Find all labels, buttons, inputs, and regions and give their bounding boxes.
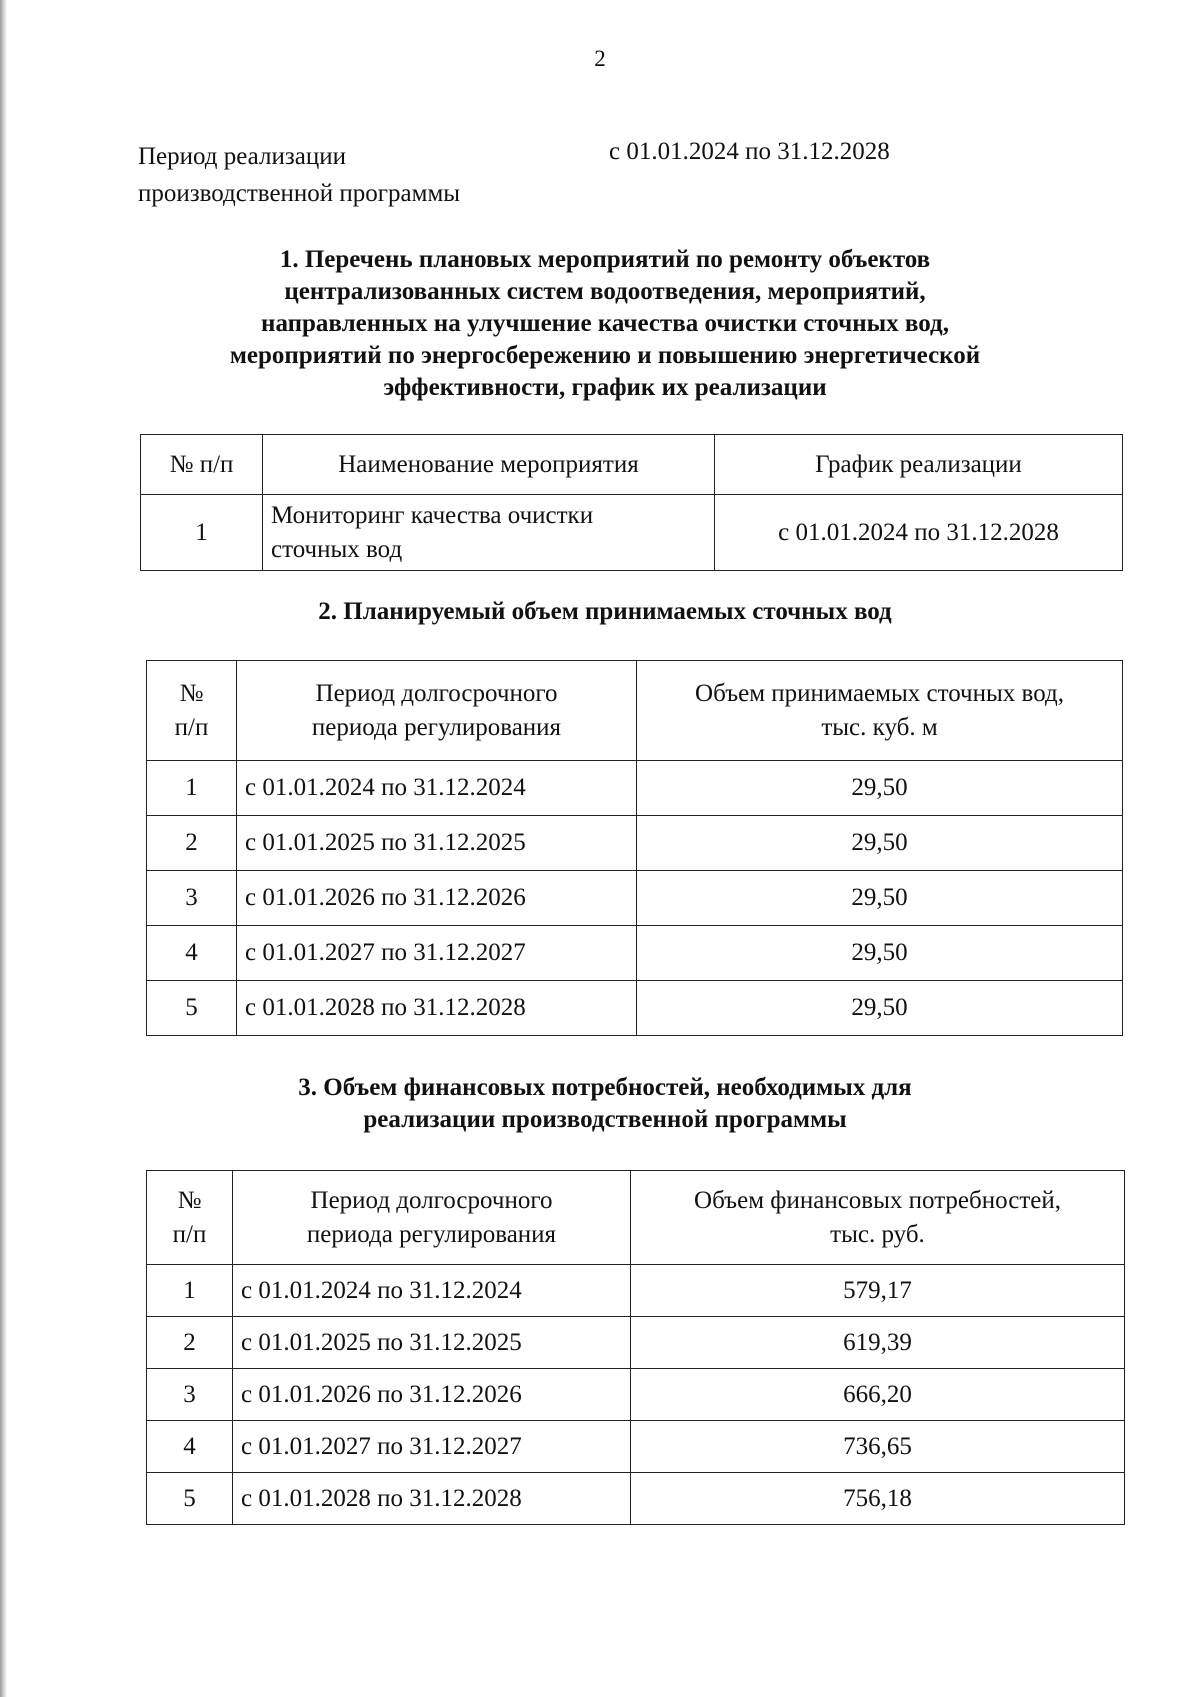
program-period-label-line2: производственной программы: [138, 180, 461, 207]
row-financial-needs: 619,39: [631, 1317, 1125, 1369]
row-volume: 29,50: [637, 816, 1123, 871]
scan-edge: [0, 0, 7, 1697]
table-row: [141, 495, 1123, 571]
header-period: [233, 1171, 631, 1265]
row-volume: 29,50: [637, 871, 1123, 926]
header-period-line1: Период долгосрочного: [315, 679, 558, 707]
table-row: [147, 1369, 1125, 1421]
program-period-value: с 01.01.2024 по 31.12.2028: [609, 138, 890, 165]
header-num: [147, 661, 237, 761]
row-period: с 01.01.2025 по 31.12.2025: [233, 1317, 631, 1369]
section1-title-line: мероприятий по энергосбережению и повышению энергетической: [229, 342, 981, 369]
row-num: 1: [147, 761, 237, 816]
section3-title: [150, 1072, 1060, 1136]
table-row: [147, 1473, 1125, 1525]
table-row: [147, 761, 1123, 816]
row-volume: 29,50: [637, 926, 1123, 981]
row-num: 4: [147, 1421, 233, 1473]
header-volume: [637, 661, 1123, 761]
row-schedule: с 01.01.2024 по 31.12.2028: [715, 495, 1123, 571]
header-financial-needs: [631, 1171, 1125, 1265]
header-period-line2: периода регулирования: [306, 1220, 557, 1248]
activity-name-line1: Мониторинг качества очистки: [271, 501, 594, 529]
table-header-row: [147, 661, 1123, 761]
header-num-line1: №: [177, 1186, 202, 1214]
page-number: 2: [594, 46, 606, 71]
section1-table: [140, 434, 1123, 571]
table-row: [147, 1421, 1125, 1473]
row-period: с 01.01.2027 по 31.12.2027: [237, 926, 637, 981]
table-header-row: [141, 435, 1123, 495]
row-num: 1: [141, 495, 263, 571]
section1-title-line: эффективности, график их реализации: [383, 374, 827, 401]
header-period: [237, 661, 637, 761]
header-financial-needs-line2: тыс. руб.: [830, 1220, 925, 1248]
row-period: с 01.01.2028 по 31.12.2028: [233, 1473, 631, 1525]
row-financial-needs: 579,17: [631, 1265, 1125, 1317]
section1-title-line: 1. Перечень плановых мероприятий по ремонту объектов: [279, 246, 931, 273]
header-num-line1: №: [179, 679, 204, 707]
row-financial-needs: 666,20: [631, 1369, 1125, 1421]
header-activity-name: Наименование мероприятия: [263, 435, 715, 495]
header-schedule: График реализации: [715, 435, 1123, 495]
header-financial-needs-line1: Объем финансовых потребностей,: [694, 1186, 1061, 1214]
row-num: 3: [147, 871, 237, 926]
row-period: с 01.01.2027 по 31.12.2027: [233, 1421, 631, 1473]
program-period-label-line1: Период реализации: [138, 143, 346, 170]
table-row: [147, 926, 1123, 981]
table-row: [147, 1265, 1125, 1317]
row-period: с 01.01.2028 по 31.12.2028: [237, 981, 637, 1036]
row-activity-name: [263, 495, 715, 571]
header-num-line2: п/п: [172, 1220, 207, 1248]
section1-title-line: централизованных систем водоотведения, мероприятий,: [284, 278, 926, 305]
row-period: с 01.01.2025 по 31.12.2025: [237, 816, 637, 871]
row-num: 3: [147, 1369, 233, 1421]
program-period-label: [138, 138, 460, 212]
header-volume-line1: Объем принимаемых сточных вод,: [695, 679, 1064, 707]
header-period-line1: Период долгосрочного: [310, 1186, 553, 1214]
table-row: [147, 816, 1123, 871]
row-num: 4: [147, 926, 237, 981]
header-num-line2: п/п: [174, 713, 209, 741]
header-volume-line2: тыс. куб. м: [821, 713, 938, 741]
section2-title: [150, 596, 1060, 628]
header-num: [147, 1171, 233, 1265]
section1-title: [150, 244, 1060, 404]
table-row: [147, 981, 1123, 1036]
row-num: 1: [147, 1265, 233, 1317]
row-num: 2: [147, 1317, 233, 1369]
section2-table: [146, 660, 1123, 1036]
row-financial-needs: 756,18: [631, 1473, 1125, 1525]
section1-title-line: направленных на улучшение качества очистки сточных вод,: [261, 310, 949, 337]
row-period: с 01.01.2026 по 31.12.2026: [233, 1369, 631, 1421]
row-period: с 01.01.2024 по 31.12.2024: [233, 1265, 631, 1317]
row-financial-needs: 736,65: [631, 1421, 1125, 1473]
table-header-row: [147, 1171, 1125, 1265]
section3-title-line: реализации производственной программы: [363, 1106, 847, 1133]
row-volume: 29,50: [637, 761, 1123, 816]
section2-title-line: 2. Планируемый объем принимаемых сточных вод: [318, 598, 892, 625]
row-period: с 01.01.2026 по 31.12.2026: [237, 871, 637, 926]
table-row: [147, 1317, 1125, 1369]
row-period: с 01.01.2024 по 31.12.2024: [237, 761, 637, 816]
activity-name-line2: сточных вод: [271, 535, 403, 563]
row-num: 5: [147, 981, 237, 1036]
row-num: 5: [147, 1473, 233, 1525]
header-period-line2: периода регулирования: [311, 713, 562, 741]
section3-table: [146, 1170, 1125, 1525]
row-volume: 29,50: [637, 981, 1123, 1036]
table-row: [147, 871, 1123, 926]
header-num: № п/п: [141, 435, 263, 495]
section3-title-line: 3. Объем финансовых потребностей, необходимых для: [298, 1074, 912, 1101]
row-num: 2: [147, 816, 237, 871]
